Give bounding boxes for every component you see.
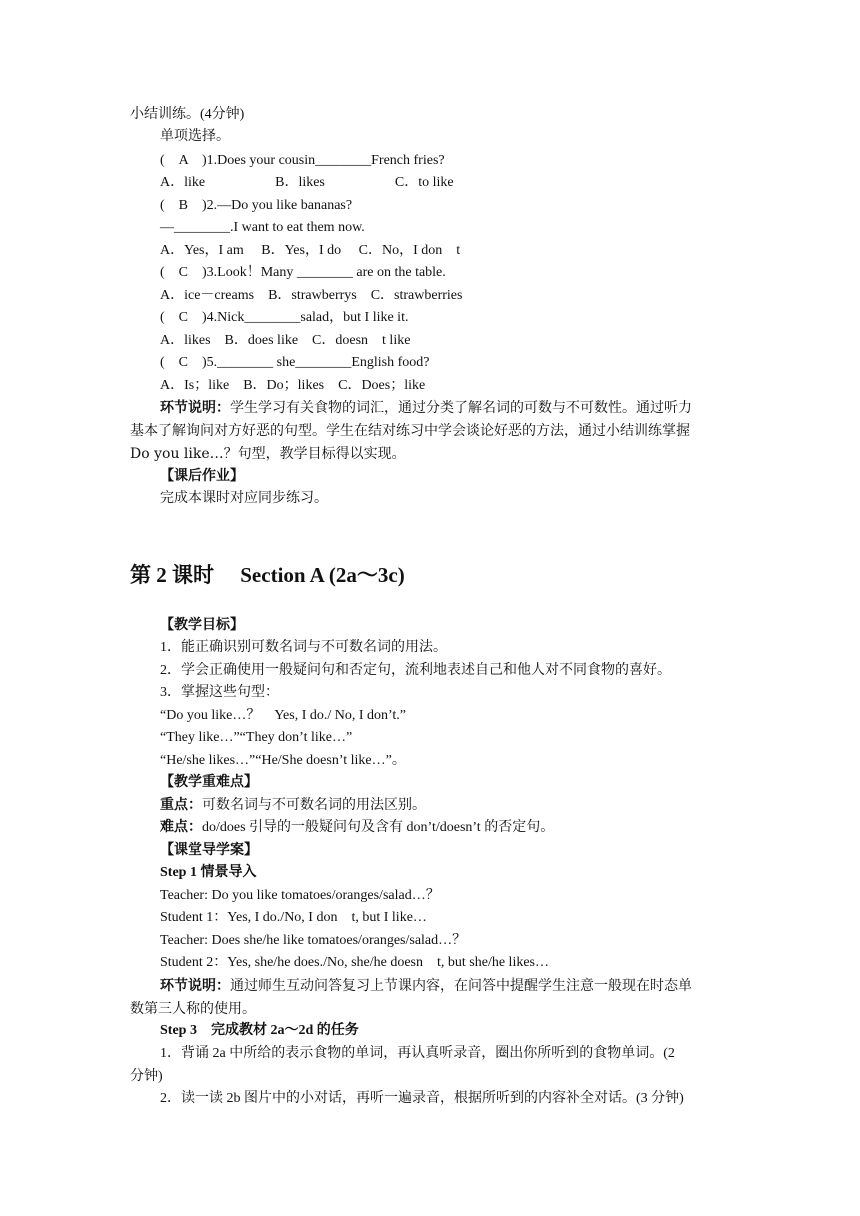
- question-1: ( A )1.Does your cousin________French fries?: [160, 153, 445, 168]
- difficult-point: [160, 817, 554, 839]
- dialogue-line-2: Student 1：Yes, I do./No, I don t, but I like…: [160, 910, 427, 925]
- summary-note-line-3: Do you like…？句型，教学目标得以实现。: [130, 446, 406, 462]
- summary-subtitle: 单项选择。: [160, 129, 230, 144]
- question-3-options: A．ice－creams B．strawberrys C．strawberries: [160, 288, 463, 303]
- goals-title: 【教学目标】: [160, 618, 244, 633]
- step-3-title: Step 3 完成教材 2a～2d 的任务: [160, 1023, 359, 1038]
- question-4: ( C )4.Nick________salad，but I like it.: [160, 310, 409, 325]
- dialogue-line-1: Teacher: Do you like tomatoes/oranges/salad…？: [160, 888, 440, 903]
- key-label: 重点：: [160, 798, 202, 813]
- question-2-line-2: —________.I want to eat them now.: [160, 220, 365, 235]
- goal-1: 1．能正确识别可数名词与不可数名词的用法。: [160, 640, 447, 655]
- task-1-line-1: 1．背诵 2a 中所给的表示食物的单词，再认真听录音，圈出你所听到的食物单词。(2: [160, 1046, 675, 1061]
- difficult-text: do/does 引导的一般疑问句及含有 don’t/doesn’t 的否定句。: [202, 820, 555, 835]
- task-2: 2．读一读 2b 图片中的小对话，再听一遍录音，根据所听到的内容补全对话。(3 分钟): [160, 1091, 684, 1106]
- homework-text: 完成本课时对应同步练习。: [160, 491, 328, 506]
- summary-note-line-1: [160, 397, 692, 420]
- summary-title: 小结训练。(4分钟): [130, 107, 245, 122]
- difficult-label: 难点：: [160, 820, 202, 835]
- key-text: 可数名词与不可数名词的用法区别。: [202, 798, 426, 813]
- question-5: ( C )5.________ she________English food?: [160, 355, 430, 370]
- lesson-heading: 第 2 课时 Section A (2a～3c): [130, 563, 405, 587]
- lesson-note-text: 通过师生互动问答复习上节课内容，在问答中提醒学生注意一般现在时态单: [230, 978, 692, 994]
- pattern-1: “Do you like…？ Yes, I do./ No, I don’t.”: [160, 708, 407, 723]
- lesson-note-label: 环节说明：: [160, 979, 230, 994]
- key-points-title: 【教学重难点】: [160, 775, 258, 790]
- question-4-options: A．likes B．does like C．doesn t like: [160, 333, 411, 348]
- lesson-note-line-2: 数第三人称的使用。: [130, 1001, 256, 1017]
- key-point: [160, 795, 426, 817]
- dialogue-line-4: Student 2：Yes, she/he does./No, she/he doesn t, but she/he likes…: [160, 955, 549, 970]
- lesson-note-line-1: [160, 975, 692, 998]
- goal-2: 2．学会正确使用一般疑问句和否定句，流利地表述自己和他人对不同食物的喜好。: [160, 663, 671, 678]
- step-1-title: Step 1 情景导入: [160, 865, 257, 880]
- homework-title: 【课后作业】: [160, 469, 244, 484]
- question-1-options: A．like B．likes C．to like: [160, 175, 454, 190]
- pattern-3: “He/she likes…”“He/She doesn’t like…”。: [160, 753, 406, 768]
- question-2-options: A．Yes，I am B．Yes，I do C．No，I don t: [160, 243, 461, 258]
- summary-note-line-2: 基本了解询问对方好恶的句型。学生在结对练习中学会谈论好恶的方法，通过小结训练掌握: [130, 423, 690, 439]
- dialogue-line-3: Teacher: Does she/he like tomatoes/oranges/salad…？: [160, 933, 467, 948]
- goal-3: 3．掌握这些句型：: [160, 685, 279, 700]
- note-text: 学生学习有关食物的词汇，通过分类了解名词的可数与不可数性。通过听力: [230, 400, 692, 416]
- pattern-2: “They like…”“They don’t like…”: [160, 730, 353, 745]
- task-1-line-2: 分钟): [130, 1069, 163, 1084]
- question-5-options: A．Is；like B．Do；likes C．Does；like: [160, 378, 426, 393]
- guide-title: 【课堂导学案】: [160, 843, 258, 858]
- note-label: 环节说明：: [160, 401, 230, 416]
- question-3: ( C )3.Look！Many ________ are on the table.: [160, 265, 446, 280]
- question-2: ( B )2.—Do you like bananas?: [160, 198, 353, 213]
